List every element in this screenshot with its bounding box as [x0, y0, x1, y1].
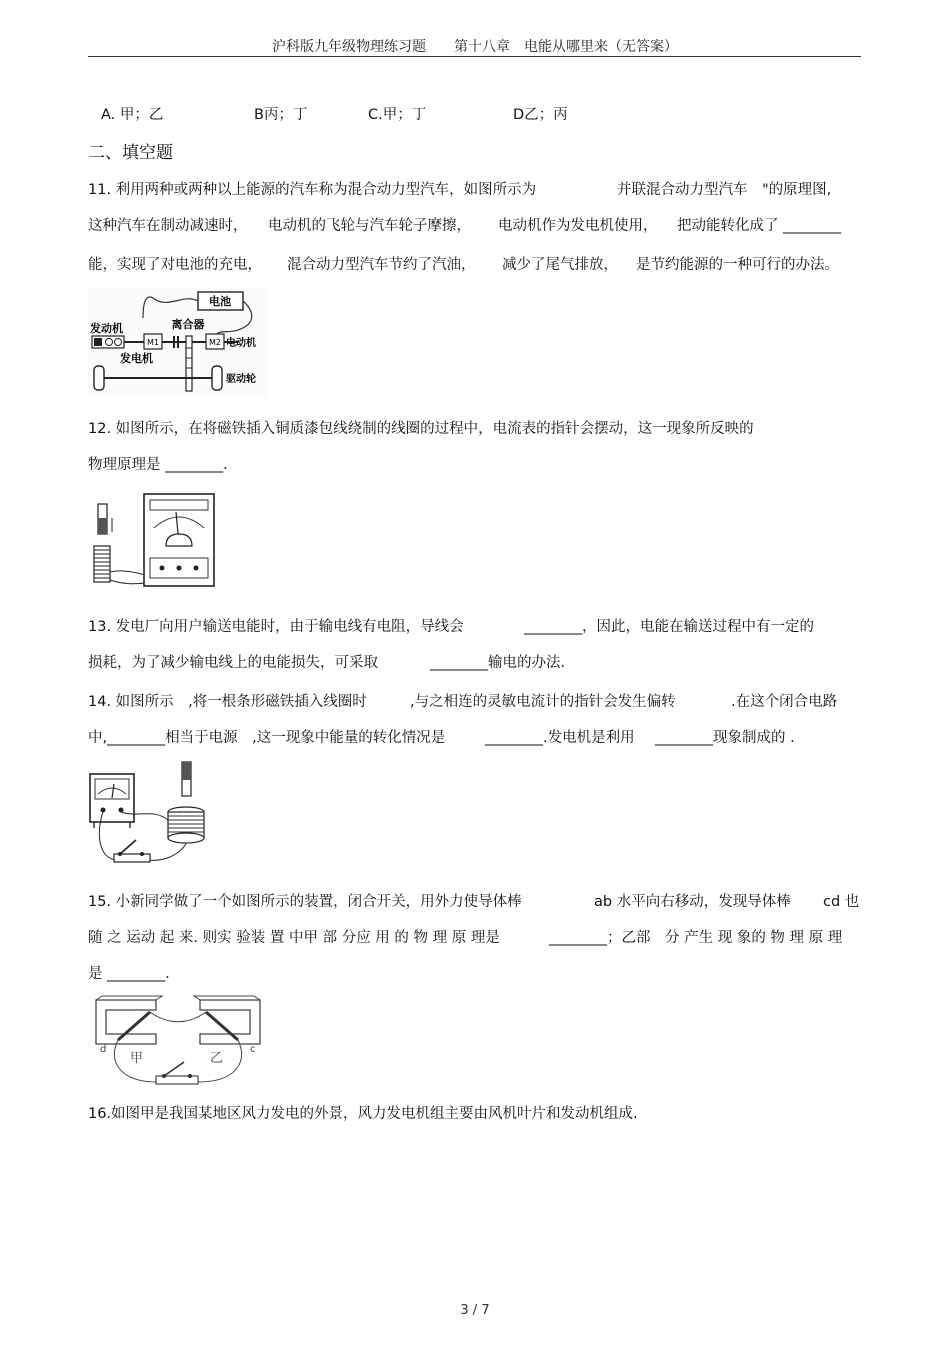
q11-line3-c: 减少了尾气排放，: [502, 257, 618, 273]
q16-line1: 16.如图甲是我国某地区风力发电的外景，风力发电机组主要由风机叶片和发动机组成.: [88, 1106, 638, 1122]
coil-ammeter-figure: [88, 488, 220, 592]
q11-line3-d: 是节约能源的一种可行的办法。: [636, 257, 839, 273]
q11-line3-a: 能，实现了对电池的充电，: [88, 257, 262, 273]
q11-line2-d: 把动能转化成了 ________: [677, 218, 842, 234]
option-d: D乙；丙: [513, 107, 568, 123]
m1-label: M1: [147, 338, 159, 347]
q14-line2-c: ________现象制成的 .: [655, 730, 795, 746]
q13-line1-b: ________，因此，电能在输送过程中有一定的: [524, 619, 814, 635]
wheel-label: 驱动轮: [226, 374, 256, 385]
q14-line2-b: ________.发电机是利用: [485, 730, 635, 746]
q11-line3-b: 混合动力型汽车节约了汽油，: [287, 257, 476, 273]
option-c: C.甲；丁: [368, 107, 427, 123]
q11-line2-a: 这种汽车在制动减速时，: [88, 218, 248, 234]
q11-line1-a: 11. 利用两种或两种以上能源的汽车称为混合动力型汽车，如图所示为: [88, 182, 537, 198]
q11-line2-c: 电动机作为发电机使用，: [498, 218, 658, 234]
page-number: 3 / 7: [460, 1303, 490, 1318]
q11-line1-b: 并联混合动力型汽车 "的原理图,: [617, 182, 832, 198]
option-b: B丙；丁: [254, 107, 308, 123]
option-a: A. 甲；乙: [101, 107, 164, 123]
battery-label: 电池: [209, 295, 231, 308]
engine-label: 发动机: [90, 322, 123, 335]
q14-line2-a: 中,________相当于电源 ,这一现象中能量的转化情况是: [88, 730, 446, 746]
label-jia: 甲: [130, 1051, 144, 1066]
section-title: 二、填空题: [88, 143, 173, 163]
header-divider: [88, 56, 861, 57]
label-d: d: [100, 1044, 107, 1055]
q12-line2: 物理原理是 ________.: [88, 457, 228, 473]
page-header: 沪科版九年级物理练习题 第十八章 电能从哪里来（无答案）: [272, 39, 678, 55]
q13-line1-a: 13. 发电厂向用户输送电能时，由于输电线有电阻，导线会: [88, 619, 464, 635]
label-c: c: [250, 1044, 256, 1055]
q15-line3: 是 ________.: [88, 966, 170, 982]
q15-line1-a: 15. 小新同学做了一个如图所示的装置，闭合开关，用外力使导体棒: [88, 894, 522, 910]
two-magnets-figure: [88, 990, 268, 1088]
q13-line2-a: 损耗，为了减少输电线上的电能损失，可采取: [88, 655, 378, 671]
motor-label: 电动机: [226, 338, 256, 349]
q11-line2-b: 电动机的飞轮与汽车轮子摩擦，: [268, 218, 471, 234]
q14-line1-c: .在这个闭合电路: [731, 694, 838, 710]
clutch-label: 离合器: [171, 318, 205, 331]
q12-line1: 12. 如图所示，在将磁铁插入铜质漆包线绕制的线圈的过程中，电流表的指针会摆动，这一现象所反映的: [88, 421, 754, 437]
label-yi: 乙: [210, 1051, 224, 1066]
q15-line2-b: ________；乙部 分 产生 现 象的 物 理 原 理: [549, 930, 843, 946]
q15-line2-a: 随 之 运动 起 来. 则实 验装 置 中甲 部 分应 用 的 物 理 原 理是: [88, 930, 500, 946]
galvanometer-coil-figure: [88, 760, 218, 870]
q13-line2-b: ________输电的办法.: [430, 655, 566, 671]
q15-line1-b: ab 水平向右移动，发现导体棒: [594, 894, 791, 910]
hybrid-car-diagram: [88, 288, 268, 398]
generator-label: 发电机: [120, 352, 153, 365]
m2-label: M2: [209, 338, 221, 347]
q15-line1-c: cd 也: [823, 894, 860, 910]
q14-line1-a: 14. 如图所示 ,将一根条形磁铁插入线圈时: [88, 694, 367, 710]
q14-line1-b: ,与之相连的灵敏电流计的指针会发生偏转: [410, 694, 676, 710]
